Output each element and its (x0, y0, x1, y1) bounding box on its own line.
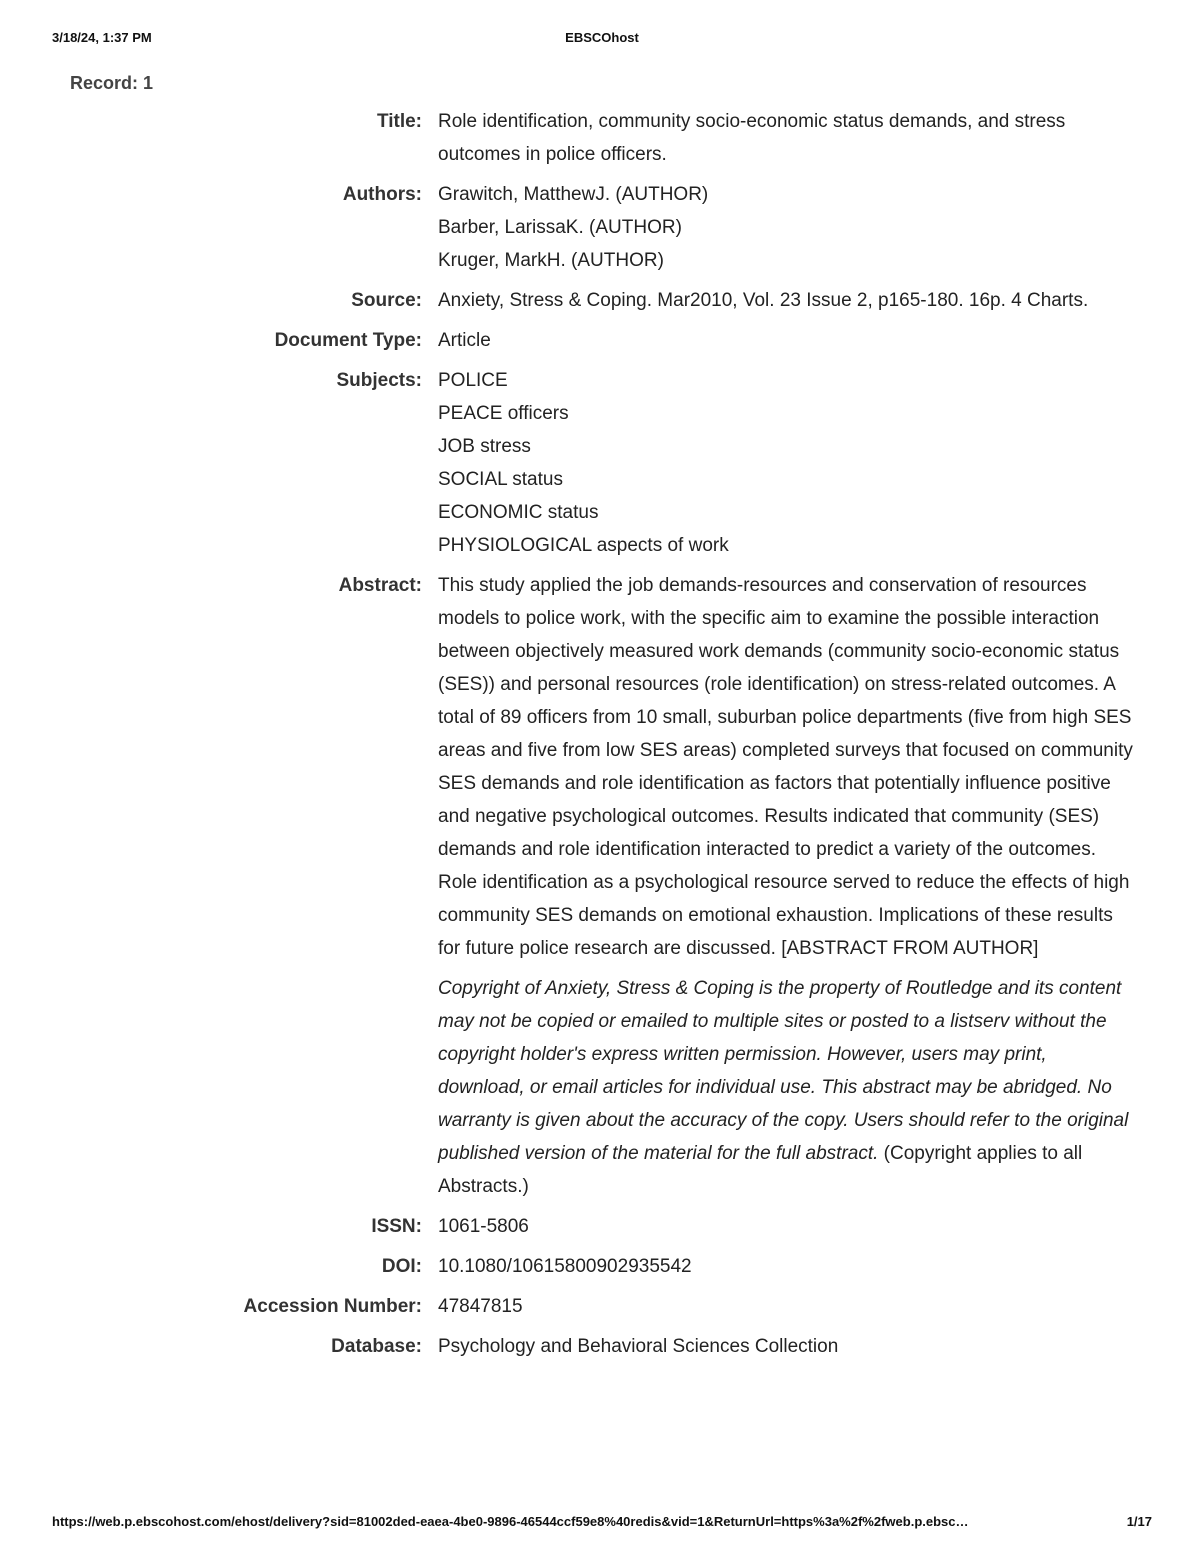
accession-number-value: 47847815 (438, 1296, 523, 1317)
field-authors (0, 178, 1200, 277)
author-item[interactable]: Grawitch, MatthewJ. (AUTHOR) (438, 184, 709, 205)
source-value: Anxiety, Stress & Coping. Mar2010, Vol. 23 Issue 2, p165-180. 16p. 4 Charts. (438, 290, 1089, 311)
abstract-content (438, 569, 1138, 1203)
field-subjects (0, 364, 1200, 562)
subjects-list (438, 364, 1138, 562)
document-type-value: Article (438, 330, 491, 351)
author-item[interactable]: Kruger, MarkH. (AUTHOR) (438, 250, 664, 271)
field-abstract (0, 569, 1200, 1203)
site-name: EBSCOhost (565, 30, 639, 45)
subject-item[interactable]: PEACE officers (438, 403, 569, 424)
field-title (0, 105, 1200, 171)
subject-item[interactable]: PHYSIOLOGICAL aspects of work (438, 535, 729, 556)
record-number: Record: 1 (70, 73, 154, 93)
database-value: Psychology and Behavioral Sciences Collection (438, 1336, 839, 1357)
field-label-document-type: Document Type: (274, 330, 422, 351)
page-header (52, 30, 1152, 48)
field-label-database: Database: (331, 1336, 422, 1357)
subject-item[interactable]: ECONOMIC status (438, 502, 599, 523)
field-label-accession-number: Accession Number: (243, 1296, 422, 1317)
field-issn (0, 1210, 1200, 1243)
authors-list (438, 178, 1138, 277)
author-item[interactable]: Barber, LarissaK. (AUTHOR) (438, 217, 682, 238)
field-label-abstract: Abstract: (338, 575, 422, 596)
doi-value: 10.1080/10615800902935542 (438, 1256, 692, 1277)
field-label-source: Source: (351, 290, 422, 311)
field-doi (0, 1250, 1200, 1283)
abstract-text: This study applied the job demands-resources and conservation of resources models to police work, with the specific aim to examine the possible interaction between objectively measured work demands (community socio-economic status (SES)) and personal resources (role identification) on stress-related outcomes. A total of 89 officers from 10 small, suburban police departments (five from high SES areas and five from low SES areas) completed surveys that focused on community SES demands and role identification as factors that potentially influence positive and negative psychological outcomes. Results indicated that community (SES) demands and role identification interacted to predict a variety of the outcomes. Role identification as a psychological resource served to reduce the effects of high community SES demands on emotional exhaustion. Implications of these results for future police research are discussed. [ABSTRACT FROM AUTHOR] (438, 575, 1133, 959)
field-document-type (0, 324, 1200, 357)
field-label-doi: DOI: (381, 1256, 422, 1277)
field-label-subjects: Subjects: (336, 370, 422, 391)
subject-item[interactable]: JOB stress (438, 436, 531, 457)
field-label-issn: ISSN: (371, 1216, 422, 1237)
record-details (0, 105, 1200, 1370)
field-source (0, 284, 1200, 317)
subject-item[interactable]: SOCIAL status (438, 469, 563, 490)
field-label-title: Title: (376, 111, 422, 132)
copyright-note: (Copyright applies to all Abstracts.) (438, 1143, 1083, 1197)
copyright-notice (438, 972, 1138, 1203)
page-number: 1/17 (1126, 1514, 1152, 1529)
footer-url: https://web.p.ebscohost.com/ehost/delivery?sid=81002ded-eaea-4be0-9896-46544ccf59e8%40redis&vid=1&ReturnUrl=https%3a%2f%2fweb.p.ebsc… (52, 1514, 969, 1529)
field-accession-number (0, 1290, 1200, 1323)
subject-item[interactable]: POLICE (438, 370, 508, 391)
field-database (0, 1330, 1200, 1363)
print-datetime: 3/18/24, 1:37 PM (52, 30, 152, 45)
article-title: Role identification, community socio-economic status demands, and stress outcomes in police officers. (438, 111, 1066, 165)
field-label-authors: Authors: (342, 184, 422, 205)
issn-value: 1061-5806 (438, 1216, 529, 1237)
copyright-italic-text: Copyright of Anxiety, Stress & Coping is the property of Routledge and its content may not be copied or emailed to multiple sites or posted to a listserv without the copyright holder's express written permission. However, users may print, download, or email articles for individual use. This abstract may be abridged. No warranty is given about the accuracy of the copy. Users should refer to the original published version of the material for the full abstract. (438, 978, 1129, 1164)
